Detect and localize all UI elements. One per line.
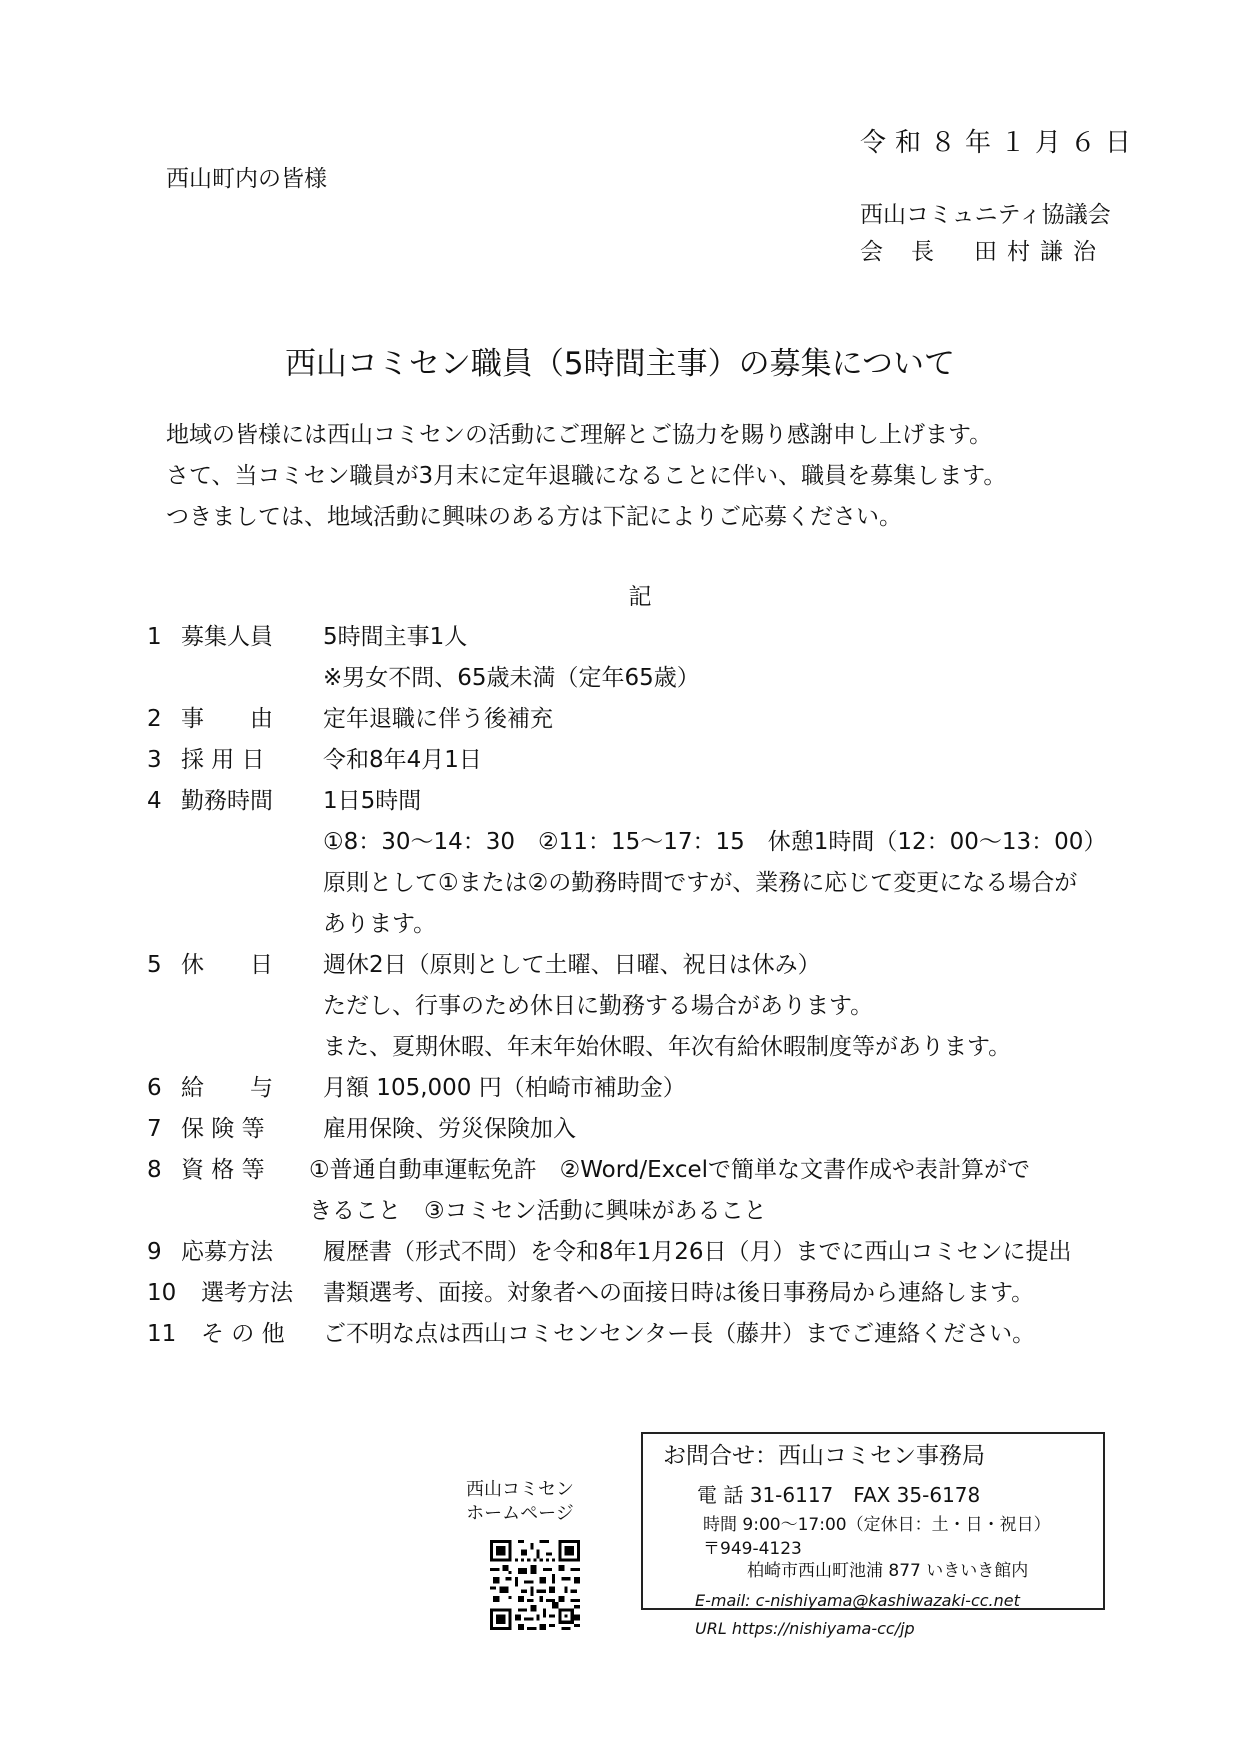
list-item [147,699,1147,740]
contact-hours: 時間 9:00～17:00（定休日：土・日・祝日） [703,1515,1051,1535]
item-number: 2 [147,706,162,732]
item-value: 雇用保険、労災保険加入 [323,1116,576,1142]
item-value: 週休2日（原則として土曜、日曜、祝日は休み） [323,952,821,978]
signer-name: 田村謙治 [974,239,1106,265]
item-number: 7 [147,1116,162,1142]
item-number: 8 [147,1157,162,1183]
item-label: 選考方法 [201,1280,293,1306]
item-number: 5 [147,952,162,978]
item-list [147,617,1147,1355]
list-item [147,1068,1147,1109]
list-item [147,1314,1147,1355]
qr-caption-line: 西山コミセン [466,1479,574,1500]
list-item [147,740,1147,781]
item-number: 10 [147,1280,177,1306]
qr-code-icon[interactable] [490,1540,580,1630]
item-value: あります。 [323,911,437,937]
item-value: 令和8年4月1日 [323,747,482,773]
intro-line: さて、当コミセン職員が3月末に定年退職になることに伴い、職員を募集します。 [166,463,1007,489]
contact-phone: 電 話 31-6117 FAX 35-6178 [697,1483,981,1507]
contact-zip: 〒949-4123 [703,1539,802,1559]
intro-paragraph [166,415,1006,538]
sender-organization: 西山コミュニティ協議会 [860,202,1111,228]
item-value: ①普通自動車運転免許 ②Word/Excelで簡単な文書作成や表計算がで [309,1157,1031,1183]
list-item [147,945,1147,986]
contact-address: 柏崎市西山町池浦 877 いきいき館内 [747,1561,1029,1581]
page-title: 西山コミセン職員（5時間主事）の募集について [284,346,956,382]
qr-caption [466,1478,574,1526]
addressee: 西山町内の皆様 [166,166,327,192]
item-label: 給 与 [181,1075,273,1101]
item-value: きること ③コミセン活動に興味があること [309,1198,767,1224]
item-number: 1 [147,624,162,650]
item-number: 3 [147,747,162,773]
qr-caption-line: ホームページ [466,1503,574,1524]
item-value: 原則として①または②の勤務時間ですが、業務に応じて変更になる場合が [323,870,1078,896]
item-label: 事 由 [181,706,273,732]
intro-line: 地域の皆様には西山コミセンの活動にご理解とご協力を賜り感謝申し上げます。 [166,422,993,448]
item-value: 履歴書（形式不問）を令和8年1月26日（月）までに西山コミセンに提出 [323,1239,1072,1265]
item-label: 保 険 等 [181,1116,265,1142]
ki-heading: 記 [628,584,652,610]
item-label: 応募方法 [181,1239,273,1265]
item-value: 書類選考、面接。対象者への面接日時は後日事務局から連絡します。 [323,1280,1035,1306]
contact-url[interactable]: URL https://nishiyama-cc/jp [695,1619,915,1638]
item-number: 6 [147,1075,162,1101]
item-value: 定年退職に伴う後補充 [323,706,553,732]
item-label: 募集人員 [181,624,273,650]
item-number: 9 [147,1239,162,1265]
list-item [147,1232,1147,1273]
item-value: ①8：30～14：30 ②11：15～17：15 休憩1時間（12：00～13：00） [323,829,1107,855]
document-date: 令和８年１月６日 [860,128,1141,158]
item-value: また、夏期休暇、年末年始休暇、年次有給休暇制度等があります。 [323,1034,1012,1060]
item-label: 資 格 等 [181,1157,265,1183]
item-label: そ の 他 [201,1321,285,1347]
item-value: ※男女不問、65歳未満（定年65歳） [323,665,700,691]
item-label: 勤務時間 [181,788,273,814]
list-item [147,1273,1147,1314]
contact-box [641,1432,1105,1638]
signer-role: 会長 [860,239,962,265]
item-label: 採 用 日 [181,747,265,773]
contact-email[interactable]: E-mail: c-nishiyama@kashiwazaki-cc.net [695,1591,1020,1610]
item-number: 11 [147,1321,177,1347]
sender-signature [860,233,1106,266]
item-label: 休 日 [181,952,273,978]
item-value: ただし、行事のため休日に勤務する場合があります。 [323,993,874,1019]
item-value: ご不明な点は西山コミセンセンター長（藤井）までご連絡ください。 [323,1321,1036,1347]
list-item [147,617,1147,658]
item-value: 5時間主事1人 [323,624,468,650]
list-item [147,781,1147,822]
item-number: 4 [147,788,162,814]
intro-line: つきましては、地域活動に興味のある方は下記によりご応募ください。 [166,504,902,530]
list-item [147,1109,1147,1150]
item-value: 月額 105,000 円（柏崎市補助金） [323,1075,686,1101]
contact-heading: お問合せ：西山コミセン事務局 [663,1443,985,1469]
item-value: 1日5時間 [323,788,422,814]
list-item [147,1150,1147,1191]
